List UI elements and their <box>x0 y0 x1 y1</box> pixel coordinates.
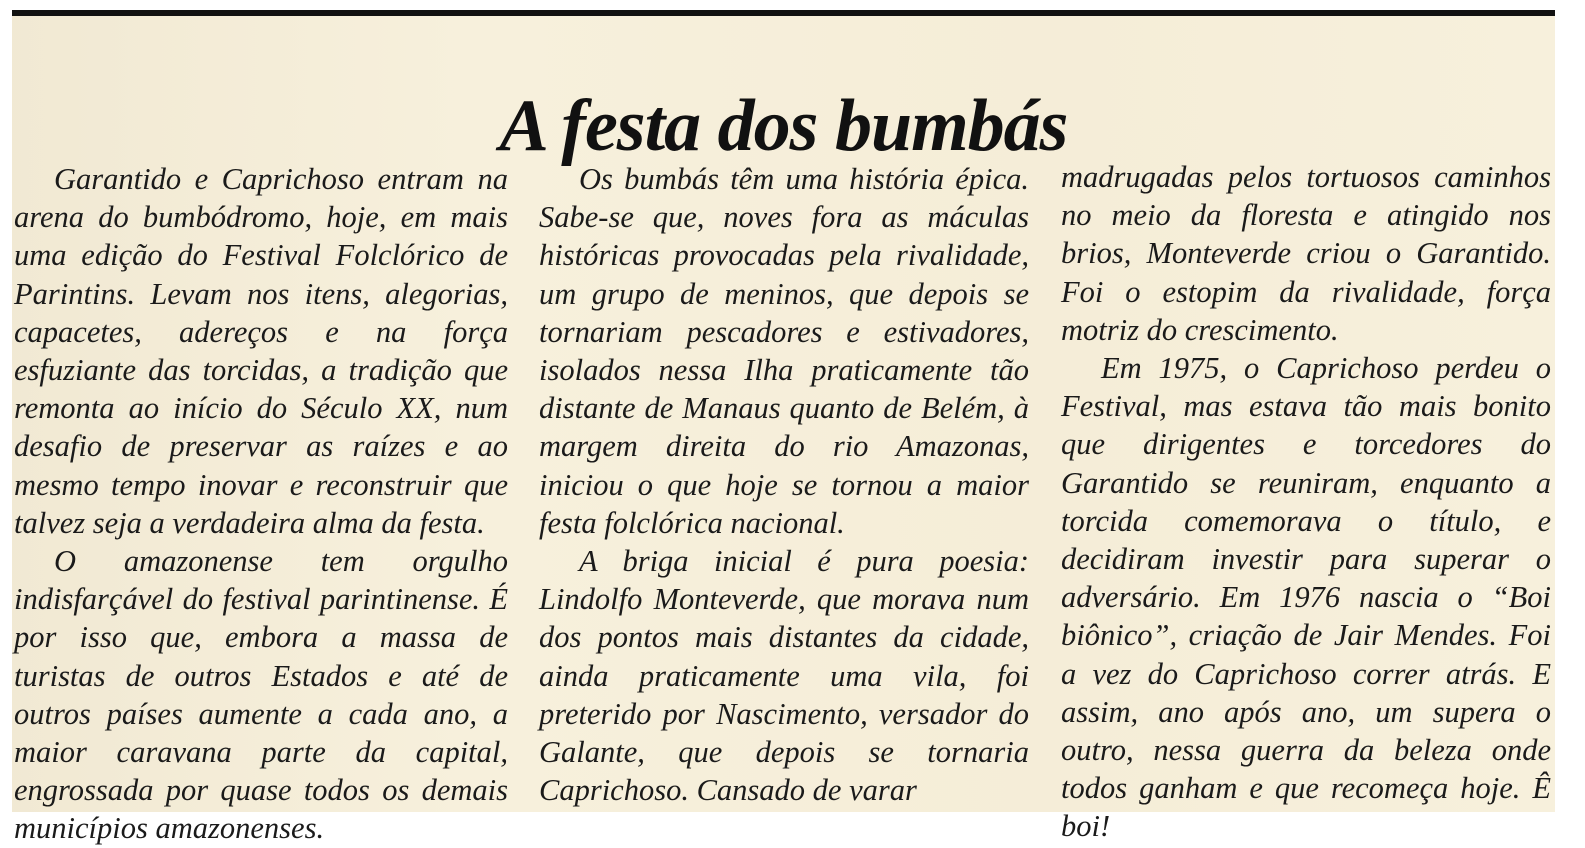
column-2-paragraph-2: A briga inicial é pura poesia: Lindolfo Monteverde, que morava num dos pontos mais distantes da cidade, ainda praticamente uma vila, foi preterido por Nascimento, versador do Galante, que depois se tornaria Caprichoso. Cansado de varar <box>539 544 1029 808</box>
column-3-paragraph-1: Em 1975, o Caprichoso perdeu o Festival, mas estava tão mais bonito que dirigentes e torcedores do Garantido se reuniram, enquanto a torcida comemorava o título, e decidiram investir para superar o adversário. Em 1976 nascia o “Boi biônico”, criação de Jair Mendes. Foi a vez do Caprichoso correr atrás. E assim, ano após ano, um supera o outro, nessa guerra da beleza onde todos ganham e que recomeça hoje. Ê boi! <box>1061 351 1551 844</box>
column-1-paragraph-1: Garantido e Caprichoso entram na arena do bumbódromo, hoje, em mais uma edição do Festival Folclórico de Parintins. Levam nos itens, alegorias, capacetes, adereços e na força esfuziante das torcidas, a tradição que remonta ao início do Século XX, num desafio de preservar as raízes e ao mesmo tempo inovar e reconstruir que talvez seja a verdadeira alma da festa. <box>14 162 508 540</box>
article-column-3 <box>1061 158 1551 846</box>
column-1-paragraph-2: O amazonense tem orgulho indisfarçável do festival parintinense. É por isso que, embora a massa de turistas de outros Estados e até de outros países aumente a cada ano, a maior caravana parte da capital, engrossada por quase todos os demais municípios amazonenses. <box>14 544 508 846</box>
article-column-1 <box>14 160 508 848</box>
headline: A festa dos bumbás <box>499 84 1068 167</box>
column-3-continuation: madrugadas pelos tortuosos caminhos no meio da floresta e atingido nos brios, Monteverde criou o Garantido. Foi o estopim da rivalidade, força motriz do crescimento. <box>1061 160 1551 347</box>
column-2-paragraph-1: Os bumbás têm uma história épica. Sabe-se que, noves fora as máculas históricas provocadas pela rivalidade, um grupo de meninos, que depois se tornariam pescadores e estivadores, isolados nessa Ilha praticamente tão distante de Manaus quanto de Belém, à margem direita do rio Amazonas, iniciou o que hoje se tornou a maior festa folclórica nacional. <box>539 162 1029 540</box>
top-rule <box>12 10 1555 16</box>
newspaper-clipping <box>12 10 1555 846</box>
article-column-2 <box>539 160 1029 809</box>
